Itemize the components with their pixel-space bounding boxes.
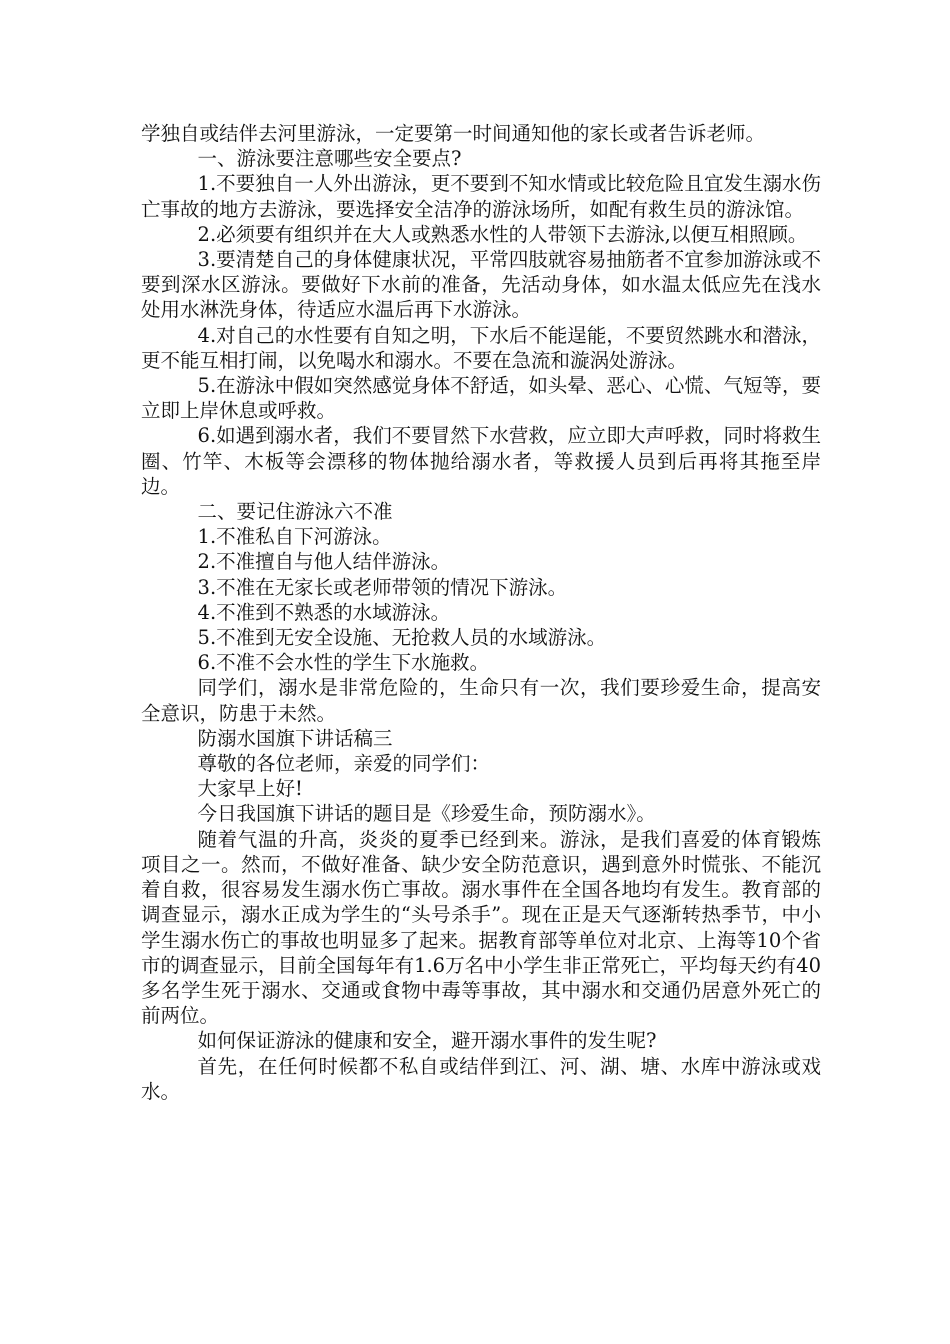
document-body	[141, 121, 821, 1104]
paragraph: 学独自或结伴去河里游泳，一定要第一时间通知他的家长或者告诉老师。	[141, 122, 766, 145]
paragraph: 2.必须要有组织并在大人或熟悉水性的人带领下去游泳,以便互相照顾。	[197, 222, 808, 246]
paragraph: 同学们，溺水是非常危险的，生命只有一次，我们要珍爱生命，提高安全意识，防患于未然。	[141, 676, 821, 725]
paragraph: 尊敬的各位老师，亲爱的同学们：	[197, 752, 491, 776]
paragraph: 如何保证游泳的健康和安全，避开溺水事件的发生呢?	[197, 1029, 657, 1053]
paragraph: 今日我国旗下讲话的题目是《珍爱生命，预防溺水》。	[197, 802, 656, 826]
paragraph: 大家早上好!	[197, 777, 303, 801]
paragraph: 3.要清楚自己的身体健康状况，平常四肢就容易抽筋者不宜参加游泳或不要到深水区游泳。要做好下水前的准备，先活动身体，如水温太低应先在浅水处用水淋洗身体，待适应水温后再下水游泳。	[141, 248, 821, 322]
paragraph: 1.不要独自一人外出游泳，更不要到不知水情或比较危险且宜发生溺水伤亡事故的地方去游泳，要选择安全洁净的游泳场所，如配有救生员的游泳馆。	[141, 172, 821, 221]
paragraph: 随着气温的升高，炎炎的夏季已经到来。游泳，是我们喜爱的体育锻炼项目之一。然而，不做好准备、缺少安全防范意识，遇到意外时慌张、不能沉着自救，很容易发生溺水伤亡事故。溺水事件在全国各地均有发生。教育部的调查显示，溺水正成为学生的“头号杀手”。现在正是天气逐渐转热季节，中小学生溺水伤亡的事故也明显多了起来。据教育部等单位对北京、上海等10个省市的调查显示，目前全国每年有1.6万名中小学生非正常死亡，平均每天约有40多名学生死于溺水、交通或食物中毒等事故，其中溺水和交通仍居意外死亡的前两位。	[141, 827, 821, 1028]
paragraph: 防溺水国旗下讲话稿三	[197, 726, 393, 750]
paragraph: 6.如遇到溺水者，我们不要冒然下水营救，应立即大声呼救，同时将救生圈、竹竿、木板等会漂移的物体抛给溺水者，等救援人员到后再将其拖至岸边。	[141, 424, 821, 498]
paragraph: 一、游泳要注意哪些安全要点?	[197, 147, 462, 171]
paragraph: 3.不准在无家长或老师带领的情况下游泳。	[197, 575, 568, 599]
paragraph: 5.不准到无安全设施、无抢救人员的水域游泳。	[197, 626, 607, 650]
paragraph: 2.不准擅自与他人结伴游泳。	[197, 550, 451, 574]
paragraph: 6.不准不会水性的学生下水施救。	[197, 651, 490, 675]
paragraph: 4.不准到不熟悉的水域游泳。	[197, 600, 451, 624]
paragraph: 1.不准私自下河游泳。	[197, 525, 392, 549]
paragraph: 首先，在任何时候都不私自或结伴到江、河、湖、塘、水库中游泳或戏水。	[141, 1054, 821, 1103]
paragraph: 5.在游泳中假如突然感觉身体不舒适，如头晕、恶心、心慌、气短等，要立即上岸休息或呼救。	[141, 374, 821, 423]
paragraph: 二、要记住游泳六不准	[197, 500, 393, 524]
paragraph: 4.对自己的水性要有自知之明，下水后不能逞能，不要贸然跳水和潜泳，更不能互相打闹，以免喝水和溺水。不要在急流和漩涡处游泳。	[141, 323, 821, 372]
